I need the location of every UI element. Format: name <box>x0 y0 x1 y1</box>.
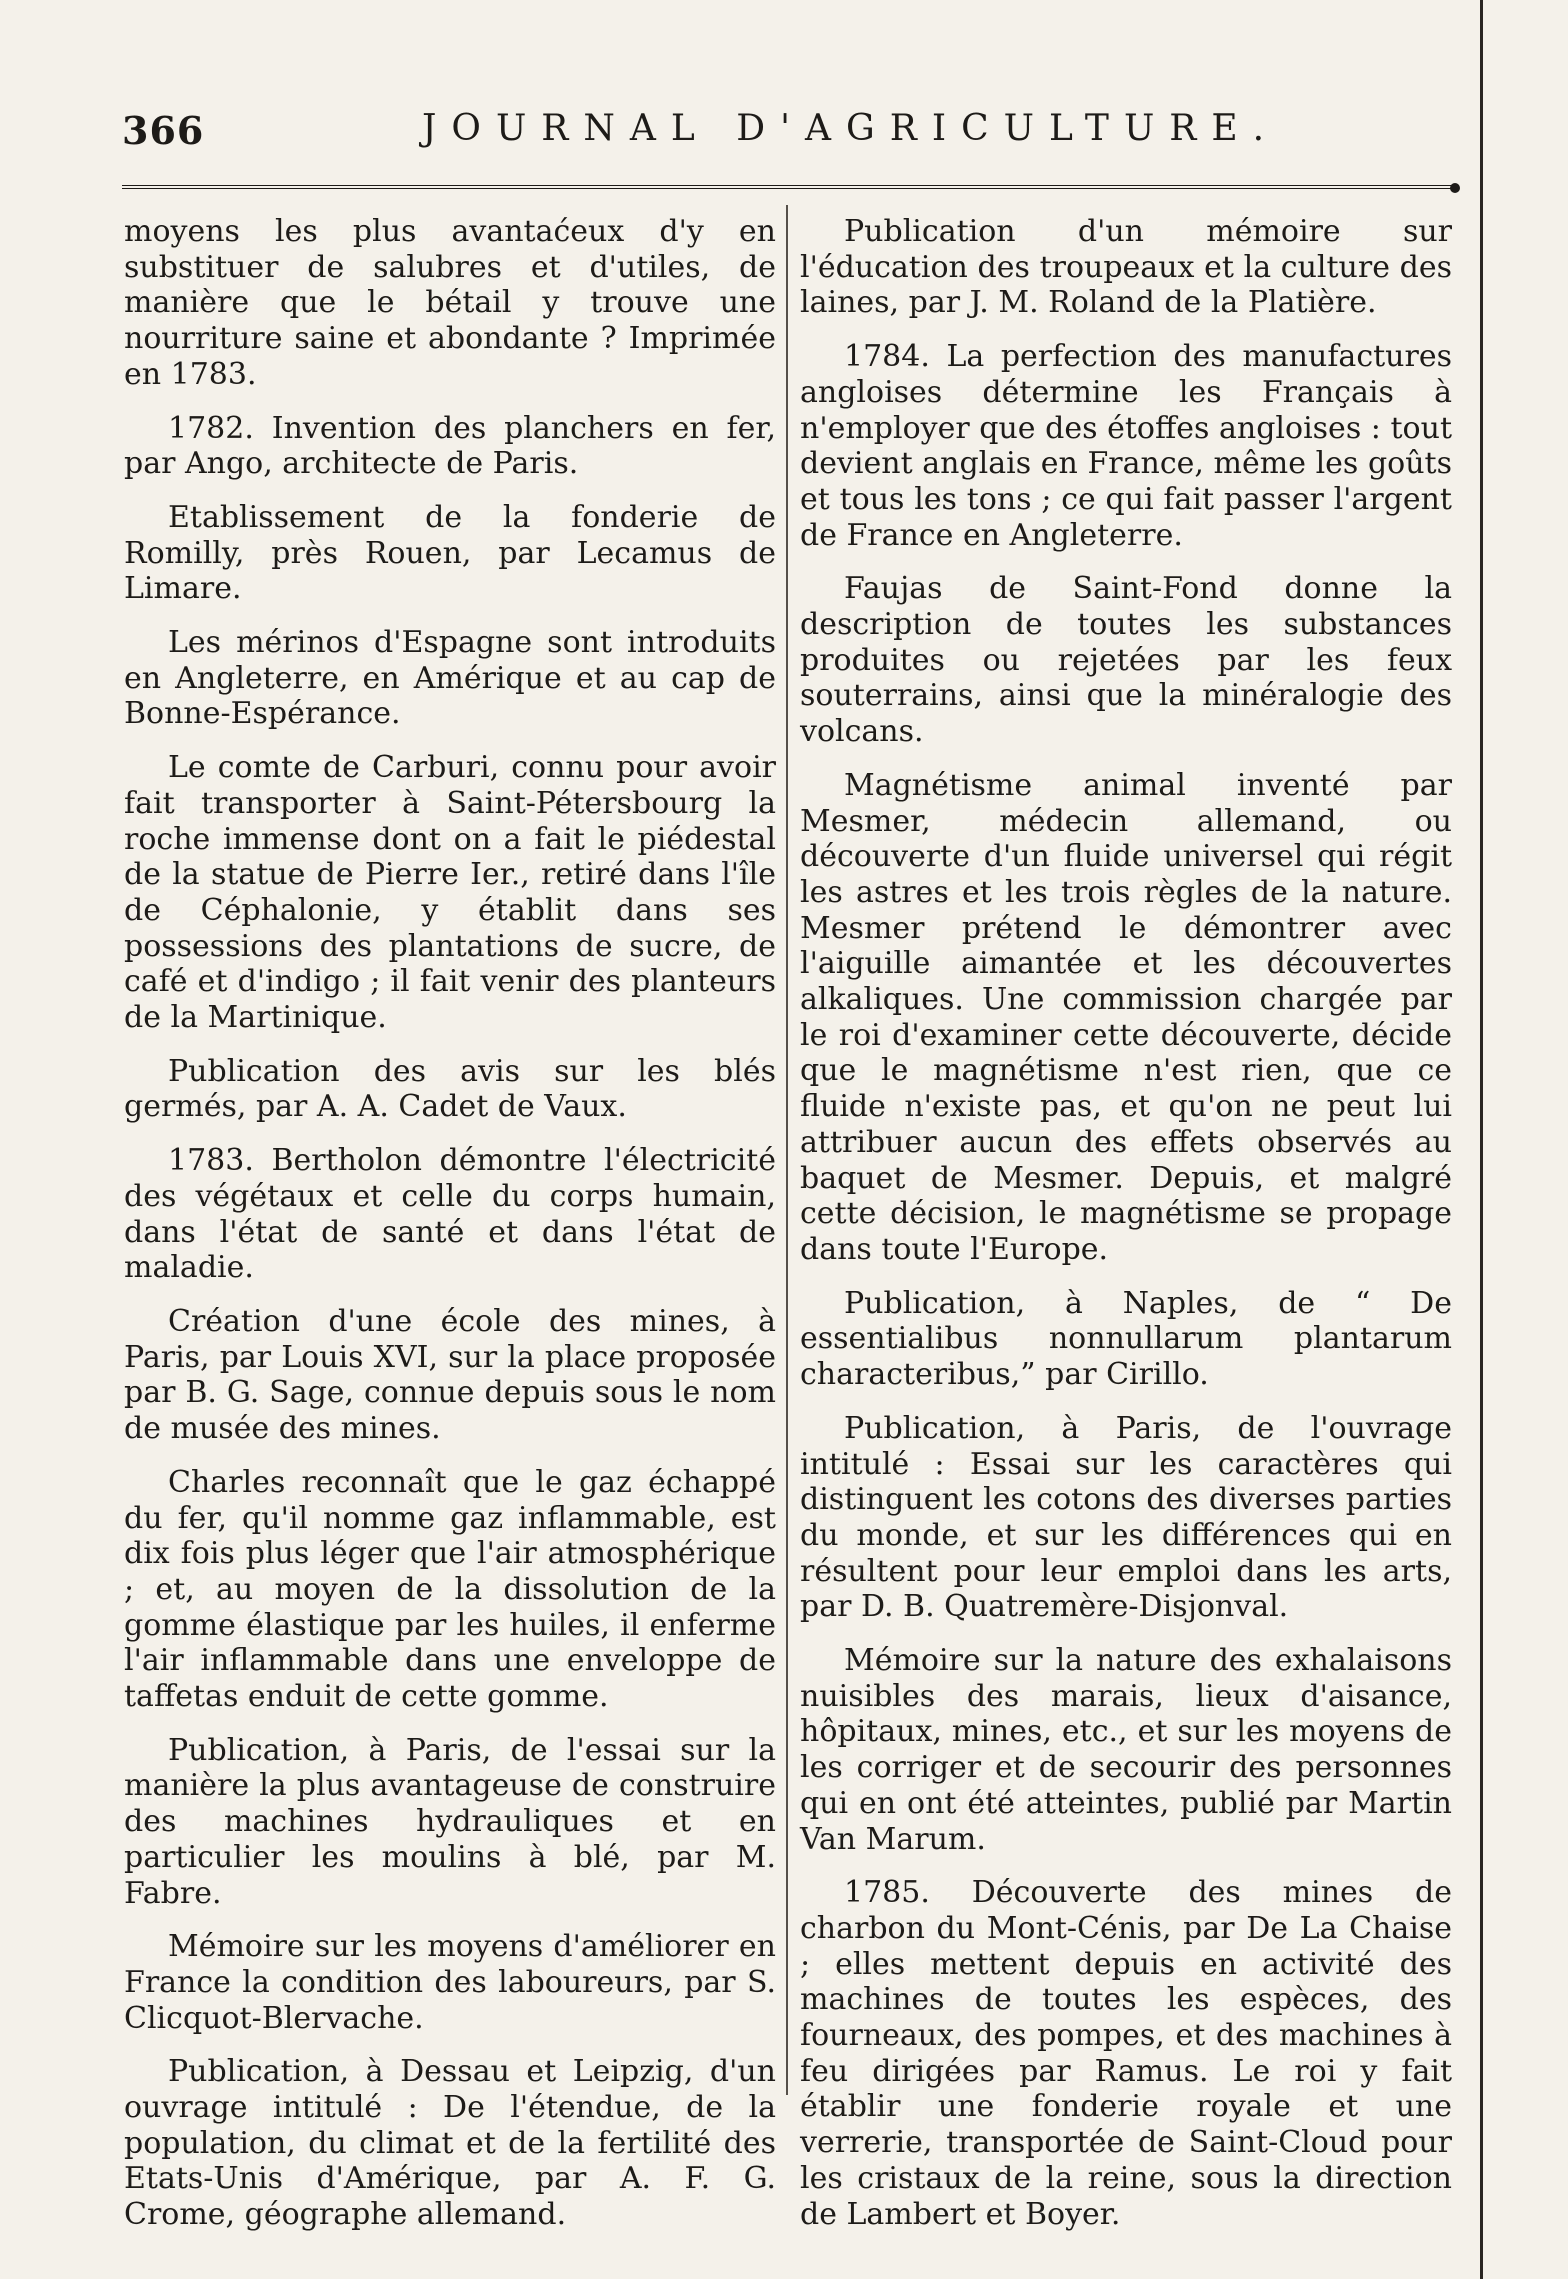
paragraph: Création d'une école des mines, à Paris, par Louis XVI, sur la place proposée par B. G. Sage, connue depuis sous le nom de musée des mines. <box>124 1303 776 1447</box>
paragraph: Publication des avis sur les blés germés, par A. A. Cadet de Vaux. <box>124 1053 776 1125</box>
paragraph: moyens les plus avantaćeux d'y en substituer de salubres et d'utiles, de manière que le bétail y trouve une nourriture saine et abondante ? Imprimée en 1783. <box>124 214 776 392</box>
right-column <box>800 214 1452 2250</box>
paragraph: Etablissement de la fonderie de Romilly, près Rouen, par Lecamus de Limare. <box>124 499 776 607</box>
page-header <box>122 108 1462 158</box>
page-number: 366 <box>122 108 205 153</box>
paragraph: Publication, à Paris, de l'ouvrage intitulé : Essai sur les caractères qui distinguent les cotons des diverses parties du monde, et sur les différences qui en résultent pour leur emploi dans les arts, par D. B. Quatremère-Disjonval. <box>800 1410 1452 1625</box>
paragraph: Faujas de Saint-Fond donne la description de toutes les substances produites ou rejetées par les feux souterrains, ainsi que la minéralogie des volcans. <box>800 571 1452 750</box>
paragraph: Mémoire sur la nature des exhalaisons nuisibles des marais, lieux d'aisance, hôpitaux, mines, etc., et sur les moyens de les corriger et de secourir des personnes qui en ont été atteintes, publié par Martin Van Marum. <box>800 1643 1452 1857</box>
paragraph: Publication, à Paris, de l'essai sur la manière la plus avantageuse de construire des machines hydrauliques et en particulier les moulins à blé, par M. Fabre. <box>124 1732 776 1911</box>
paragraph: Publication, à Naples, de “ De essentialibus nonnullarum plantarum characteribus,” par Cirillo. <box>800 1285 1452 1393</box>
header-rule <box>122 185 1454 189</box>
paragraph: Publication d'un mémoire sur l'éducation des troupeaux et la culture des laines, par J. M. Roland de la Platière. <box>800 214 1452 321</box>
paragraph: Le comte de Carburi, connu pour avoir fait transporter à Saint-Pétersbourg la roche immense dont on a fait le piédestal de la statue de Pierre Ier., retiré dans l'île de Céphalonie, y établit dans ses possessions des plantations de sucre, de café et d'indigo ; il fait venir des planteurs de la Martinique. <box>124 750 776 1036</box>
paragraph: Les mérinos d'Espagne sont introduits en Angleterre, en Amérique et au cap de Bonne-Espérance. <box>124 625 776 732</box>
paragraph: 1785. Découverte des mines de charbon du Mont-Cénis, par De La Chaise ; elles mettent depuis en activité des machines de toutes les espèces, des fourneaux, des pompes, et des machines à feu dirigées par Ramus. Le roi y fait établir une fonderie royale et une verrerie, transportée de Saint-Cloud pour les cristaux de la reine, sous la direction de Lambert et Boyer. <box>800 1875 1452 2232</box>
paragraph: Mémoire sur les moyens d'améliorer en France la condition des laboureurs, par S. Clicquot-Blervache. <box>124 1929 776 2036</box>
paragraph: Publication, à Dessau et Leipzig, d'un ouvrage intitulé : De l'étendue, de la population, du climat et de la fertilité des Etats-Unis d'Amérique, par A. F. G. Crome, géographe allemand. <box>124 2054 776 2233</box>
paragraph: Charles reconnaît que le gaz échappé du fer, qu'il nomme gaz inflammable, est dix fois plus léger que l'air atmosphérique ; et, au moyen de la dissolution de la gomme élastique par les huiles, il enferme l'air inflammable dans une enveloppe de taffetas enduit de cette gomme. <box>124 1464 776 1715</box>
paragraph: 1784. La perfection des manufactures angloises détermine les Français à n'employer que des étoffes angloises : tout devient anglais en France, même les goûts et tous les tons ; ce qui fait passer l'argent de France en Angleterre. <box>800 339 1452 553</box>
column-divider <box>786 205 788 2095</box>
binding-edge-rule <box>1480 0 1483 2279</box>
left-column <box>124 214 776 2251</box>
paragraph: 1783. Bertholon démontre l'électricité des végétaux et celle du corps humain, dans l'état de santé et dans l'état de maladie. <box>124 1143 776 1286</box>
running-title: JOURNAL D'AGRICULTURE. <box>422 108 1280 149</box>
paragraph: 1782. Invention des planchers en fer, par Ango, architecte de Paris. <box>124 410 776 482</box>
paragraph: Magnétisme animal inventé par Mesmer, médecin allemand, ou découverte d'un fluide universel qui régit les astres et les trois règles de la nature. Mesmer prétend le démontrer avec l'aiguille aimantée et les découvertes alkaliques. Une commission chargée par le roi d'examiner cette découverte, décide que le magnétisme n'est rien, que ce fluide n'existe pas, et qu'on ne peut lui attribuer aucun des effets observés au baquet de Mesmer. Depuis, et malgré cette décision, le magnétisme se propage dans toute l'Europe. <box>800 767 1452 1267</box>
